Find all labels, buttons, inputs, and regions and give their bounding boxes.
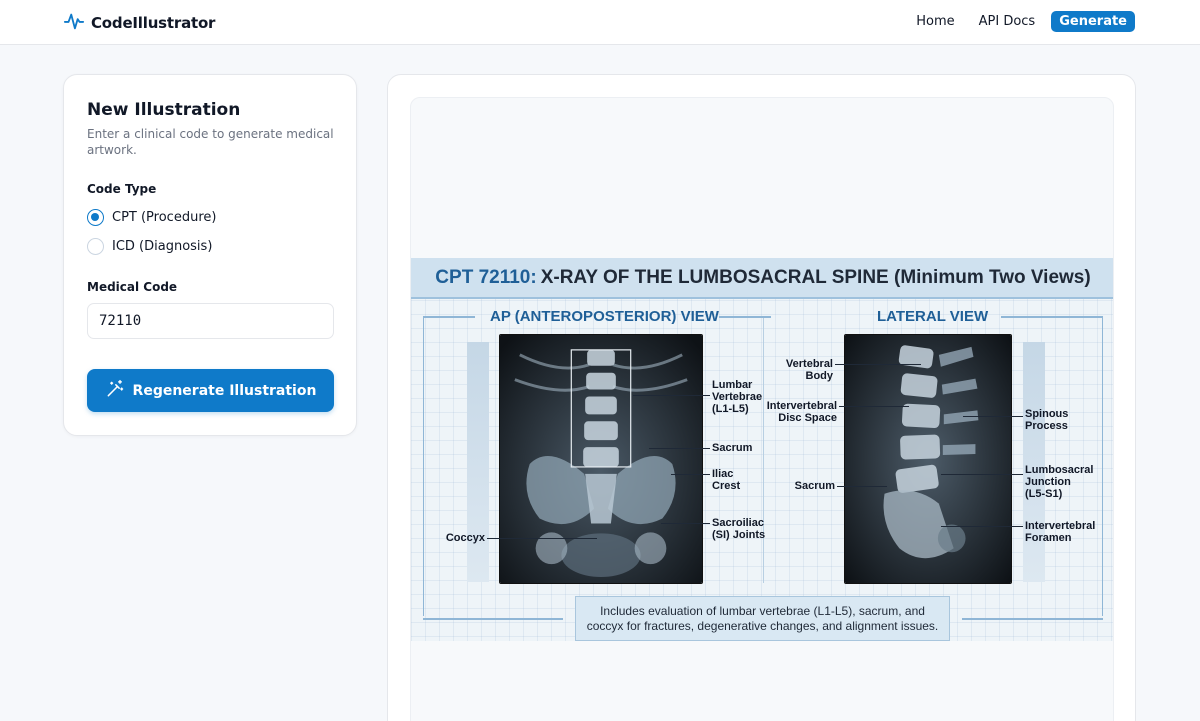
radio-button-checked[interactable] [87, 209, 104, 226]
leader-sacrum-lateral [837, 486, 887, 487]
leader-foramen [941, 526, 1023, 527]
frame-top-left [423, 316, 475, 318]
medical-code-input[interactable] [87, 303, 334, 339]
label-sacrum-lateral: Sacrum [794, 480, 835, 492]
regenerate-illustration-button[interactable] [87, 369, 334, 412]
leader-lumbosacral [941, 474, 1023, 475]
ap-xray-image [499, 334, 703, 584]
lateral-xray-image [844, 334, 1012, 584]
label-spinous-process: Spinous Process [1025, 408, 1069, 432]
regenerate-button-label: Regenerate Illustration [132, 382, 317, 399]
label-disc-space: Intervertebral Disc Space [766, 400, 837, 424]
label-coccyx: Coccyx [445, 532, 485, 544]
pulse-icon [63, 10, 85, 36]
form-subtitle: Enter a clinical code to generate medical artwork. [87, 127, 334, 157]
leader-spinous [963, 416, 1023, 417]
preview-card [387, 74, 1136, 721]
nav-links [904, 11, 1135, 32]
new-illustration-card [63, 74, 357, 436]
nav-generate-button[interactable]: Generate [1051, 11, 1135, 32]
brand-name: CodeIllustrator [91, 14, 216, 32]
leader-lumbar [633, 395, 710, 396]
label-si-joints: Sacroiliac (SI) Joints [712, 517, 766, 541]
leader-si [661, 523, 710, 524]
code-type-label: Code Type [87, 182, 157, 196]
nav-home-link[interactable]: Home [916, 14, 955, 29]
form-title: New Illustration [87, 100, 241, 120]
illustration-title-code: CPT 72110: [435, 266, 537, 288]
ap-side-arrow [467, 342, 489, 582]
illustration-caption: Includes evaluation of lumbar vertebrae (L1-L5), sacrum, and coccyx for fractures, degenerative changes, and alignment issues. [575, 596, 950, 641]
caption-arrow-right [962, 618, 1103, 620]
leader-disc-space [839, 406, 909, 407]
radio-button-unchecked[interactable] [87, 238, 104, 255]
navbar [0, 0, 1200, 45]
generated-illustration [411, 258, 1114, 641]
radio-cpt-label: CPT (Procedure) [112, 210, 217, 225]
label-intervertebral-foramen: Intervertebral Foramen [1025, 520, 1096, 544]
label-lumbosacral-junction: Lumbosacral Junction (L5-S1) [1025, 464, 1094, 500]
label-lumbar-vertebrae: Lumbar Vertebrae (L1-L5) [712, 379, 763, 415]
lateral-side-arrow [1023, 342, 1045, 582]
illustration-preview [410, 97, 1114, 721]
radio-icd[interactable] [87, 238, 212, 255]
leader-sacrum-ap [649, 448, 710, 449]
label-iliac-crest: Iliac Crest [712, 468, 741, 492]
label-vertebral-body: Vertebral Body [785, 358, 833, 382]
leader-vertebral-body [835, 364, 921, 365]
view-divider [763, 318, 764, 583]
frame-top-right [1001, 316, 1103, 318]
magic-wand-icon [105, 379, 125, 403]
ap-view-heading: AP (ANTEROPOSTERIOR) VIEW [490, 308, 719, 325]
illustration-title [411, 258, 1114, 299]
radio-icd-label: ICD (Diagnosis) [112, 239, 213, 254]
illustration-title-text: X-RAY OF THE LUMBOSACRAL SPINE (Minimum Two Views) [540, 266, 1091, 288]
label-sacrum-ap: Sacrum [712, 442, 753, 454]
nav-api-docs-link[interactable]: API Docs [978, 14, 1036, 29]
medical-code-label: Medical Code [87, 280, 178, 294]
leader-coccyx [487, 538, 597, 539]
radio-cpt[interactable] [87, 209, 216, 226]
caption-arrow-left [423, 618, 563, 620]
brand-logo[interactable] [63, 10, 215, 36]
lateral-view-heading: LATERAL VIEW [877, 308, 989, 325]
leader-iliac [671, 474, 710, 475]
